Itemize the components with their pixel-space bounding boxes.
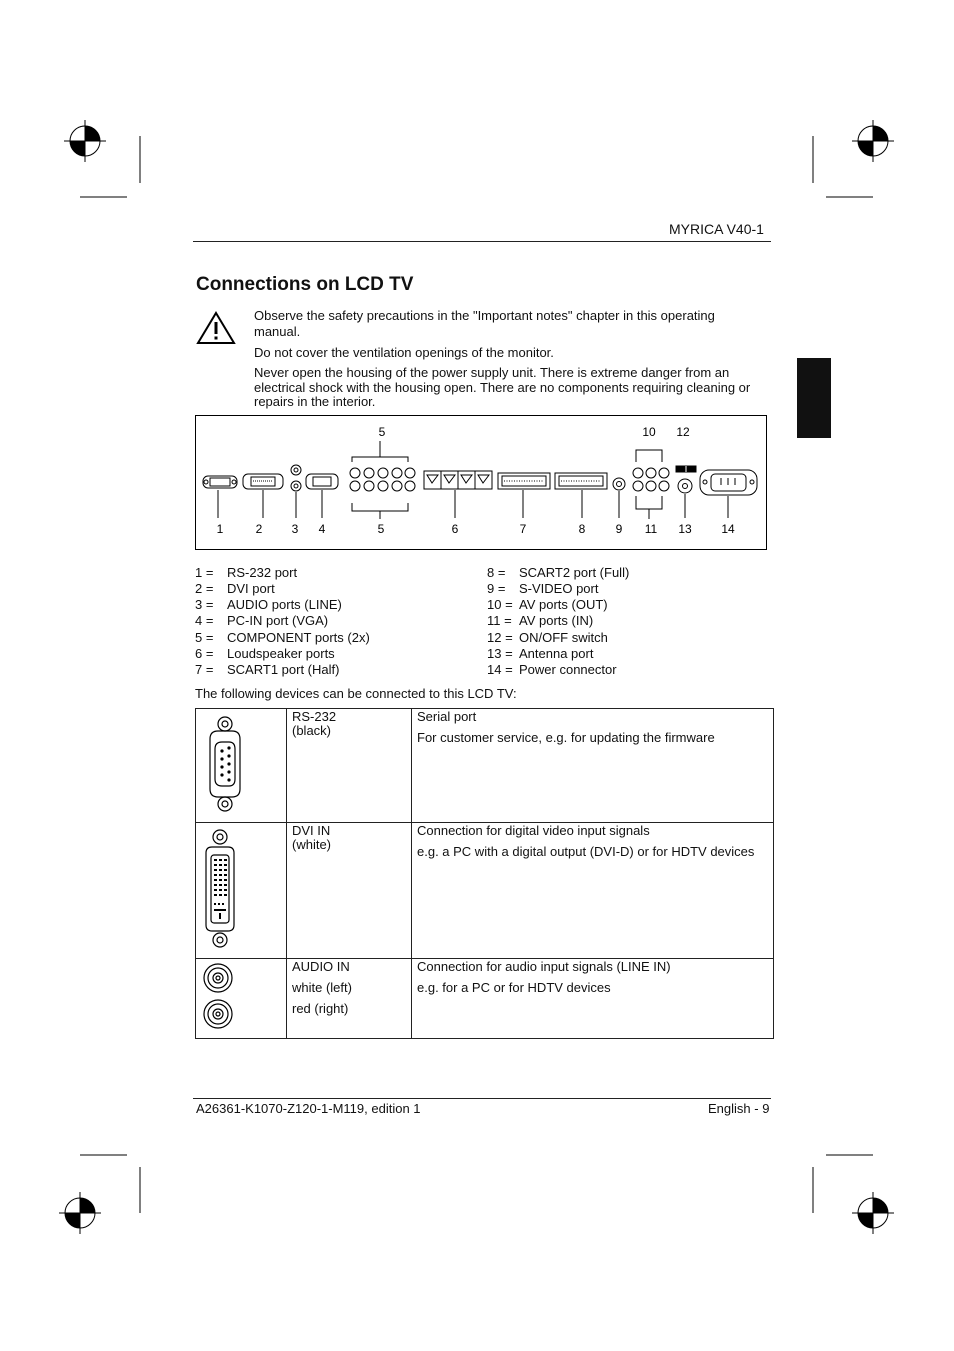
- device-description: e.g. for a PC or for HDTV devices: [417, 980, 611, 995]
- legend-item: 10 = AV ports (OUT): [487, 597, 608, 612]
- warning-line: Observe the safety precautions in the "Important notes" chapter in this operating manual.: [254, 308, 715, 339]
- footer-rule: [193, 1098, 771, 1099]
- callout-number: 12: [676, 425, 690, 439]
- legend-item: 1 = RS-232 port: [195, 565, 298, 580]
- device-image-cell: [196, 823, 287, 959]
- callout-number: 5: [378, 425, 386, 439]
- device-description: Connection for digital video input signals: [417, 823, 650, 838]
- device-name: AUDIO IN: [292, 959, 350, 974]
- legend-item: 12 = ON/OFF switch: [487, 630, 608, 645]
- device-description-cell: [412, 823, 774, 959]
- callout-number: 11: [644, 522, 658, 536]
- device-color: (white): [292, 837, 332, 852]
- legend-item: 9 = S-VIDEO port: [487, 581, 599, 596]
- warning-text: [254, 308, 764, 410]
- connector-panel-diagram: [195, 415, 767, 551]
- device-description: Connection for audio input signals (LINE IN): [417, 959, 671, 974]
- device-name: DVI IN: [292, 823, 331, 838]
- legend-item: 4 = PC-IN port (VGA): [195, 613, 329, 628]
- callout-number: 10: [642, 425, 656, 439]
- callout-number: 2: [255, 522, 263, 536]
- warning-line: Do not cover the ventilation openings of the monitor.: [254, 345, 554, 360]
- callout-number: 9: [615, 522, 623, 536]
- legend-item: 6 = Loudspeaker ports: [195, 646, 335, 661]
- device-image-cell: [196, 709, 287, 823]
- device-color: (black): [292, 723, 332, 738]
- callout-number: 4: [318, 522, 326, 536]
- chapter-thumb-tab: [797, 358, 831, 438]
- callout-number: 1: [216, 522, 224, 536]
- legend-item: 14 = Power connector: [487, 662, 617, 677]
- legend-item: 13 = Antenna port: [487, 646, 594, 661]
- table-row: [196, 823, 774, 959]
- header-rule: [193, 241, 771, 242]
- dvi-connector-icon: [196, 823, 286, 955]
- callout-number: 3: [291, 522, 299, 536]
- legend-item: 8 = SCART2 port (Full): [487, 565, 630, 580]
- device-name: RS-232: [292, 709, 337, 724]
- table-row: [196, 709, 774, 823]
- callout-number: 6: [451, 522, 459, 536]
- footer-document-id: A26361-K1070-Z120-1-M119, edition 1: [196, 1101, 421, 1116]
- callout-number: 13: [678, 522, 692, 536]
- device-color: white (left): [292, 980, 352, 995]
- device-description-cell: [412, 959, 774, 1039]
- device-image-cell: [196, 959, 287, 1039]
- device-name-cell: [287, 959, 412, 1039]
- device-name-cell: [287, 823, 412, 959]
- device-name-cell: [287, 709, 412, 823]
- callout-number: 8: [578, 522, 586, 536]
- devices-table: [195, 708, 774, 1039]
- audio-jack-icon: [196, 959, 286, 1035]
- callout-number: 14: [721, 522, 735, 536]
- device-color: red (right): [292, 1001, 349, 1016]
- running-header: MYRICA V40-1: [669, 221, 764, 237]
- power-switch-icon: [676, 466, 696, 472]
- legend-item: 11 = AV ports (IN): [487, 613, 594, 628]
- device-description-cell: [412, 709, 774, 823]
- legend-item: 7 = SCART1 port (Half): [195, 662, 340, 677]
- callout-number: 5: [377, 522, 385, 536]
- device-description: e.g. a PC with a digital output (DVI-D) or for HDTV devices: [417, 844, 755, 859]
- legend-item: 5 = COMPONENT ports (2x): [195, 630, 370, 645]
- registration-mark-icon: [64, 120, 106, 162]
- intro-text: The following devices can be connected to this LCD TV:: [195, 686, 517, 701]
- device-description: For customer service, e.g. for updating the firmware: [417, 730, 715, 745]
- legend-item: 3 = AUDIO ports (LINE): [195, 597, 342, 612]
- callout-number: 7: [519, 522, 527, 536]
- rs232-connector-icon: [196, 709, 286, 819]
- footer-page-number: English - 9: [708, 1101, 770, 1116]
- device-description: Serial port: [417, 709, 477, 724]
- warning-line: Never open the housing of the power supply unit. There is extreme danger from an electrical shock with the housing open. There are no components requiring cleaning or repairs in the interior.: [254, 365, 751, 409]
- legend-item: 2 = DVI port: [195, 581, 275, 596]
- table-row: [196, 959, 774, 1039]
- page-title: Connections on LCD TV: [196, 274, 414, 295]
- warning-icon: [196, 311, 236, 345]
